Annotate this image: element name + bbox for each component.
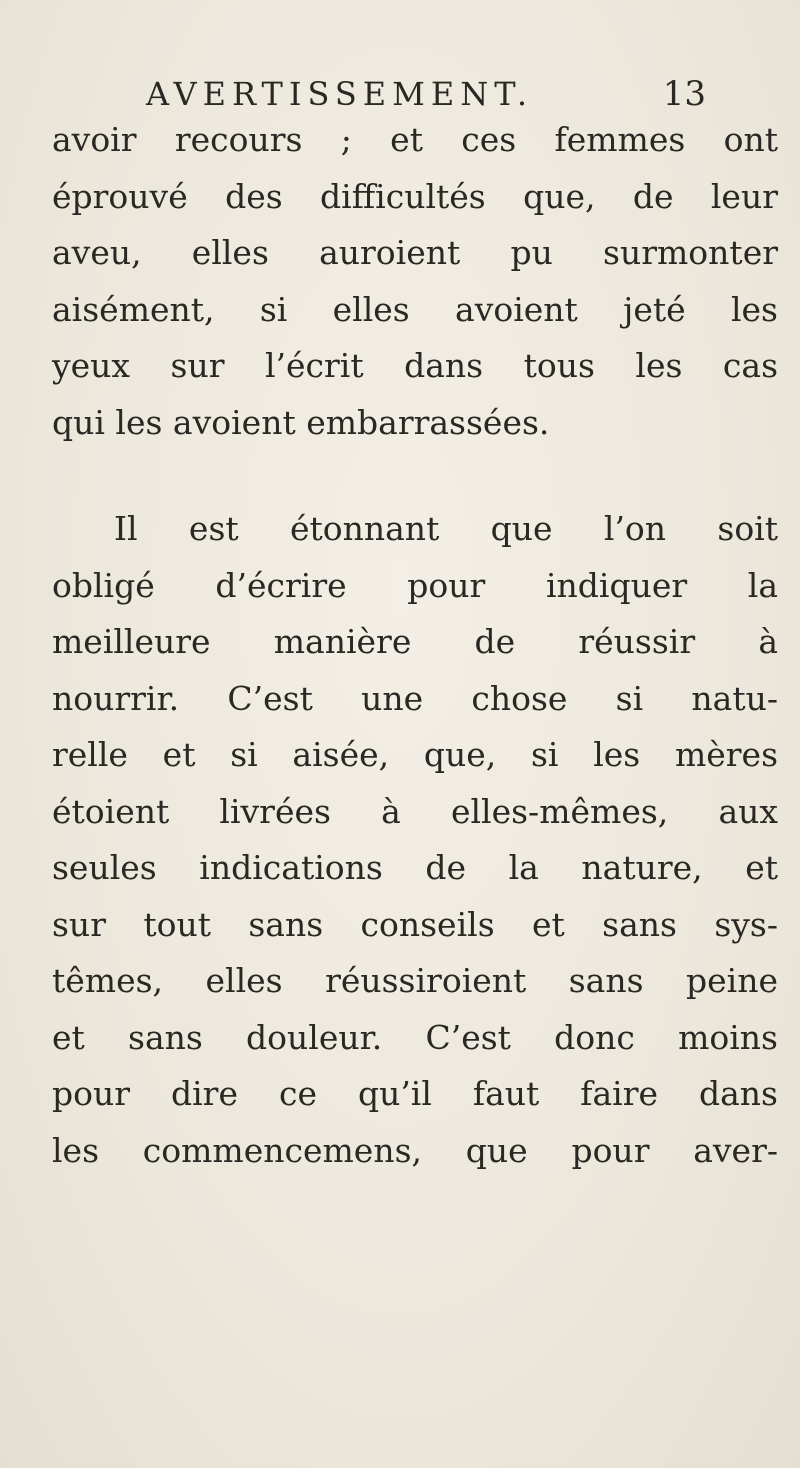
text-line: qui les avoient embarrassées.: [52, 402, 550, 442]
text-line: les commencemens, que pour aver-: [52, 1130, 778, 1170]
text-line: meilleure manière de réussir à: [52, 622, 778, 661]
text-line: nourrir. C’est une chose si natu-: [52, 678, 778, 718]
body-text: [52, 112, 778, 1179]
text-line: obligé d’écrire pour indiquer la: [52, 565, 778, 605]
running-head-title: AVERTISSEMENT.: [146, 75, 534, 113]
paragraph-2: [52, 501, 778, 1179]
text-line: Il est étonnant que l’on soit: [114, 509, 778, 548]
text-line: aisément, si elles avoient jeté les: [52, 289, 778, 329]
text-line: relle et si aisée, que, si les mères: [52, 735, 778, 774]
text-line: avoir recours ; et ces femmes ont: [52, 120, 778, 159]
text-line: sur tout sans conseils et sans sys-: [52, 904, 778, 944]
text-line: pour dire ce qu’il faut faire dans: [52, 1074, 778, 1113]
running-head: [146, 72, 706, 116]
text-line: et sans douleur. C’est donc moins: [52, 1017, 778, 1057]
paragraph-gap: [52, 451, 778, 501]
text-line: aveu, elles auroient pu surmonter: [52, 233, 778, 272]
text-line: yeux sur l’écrit dans tous les cas: [52, 346, 778, 385]
text-line: seules indications de la nature, et: [52, 848, 778, 887]
page-number: 13: [662, 74, 706, 114]
text-line: têmes, elles réussiroient sans peine: [52, 961, 778, 1000]
text-line: éprouvé des difficultés que, de leur: [52, 176, 778, 216]
text-line: étoient livrées à elles-mêmes, aux: [52, 791, 778, 831]
paragraph-1: [52, 112, 778, 451]
